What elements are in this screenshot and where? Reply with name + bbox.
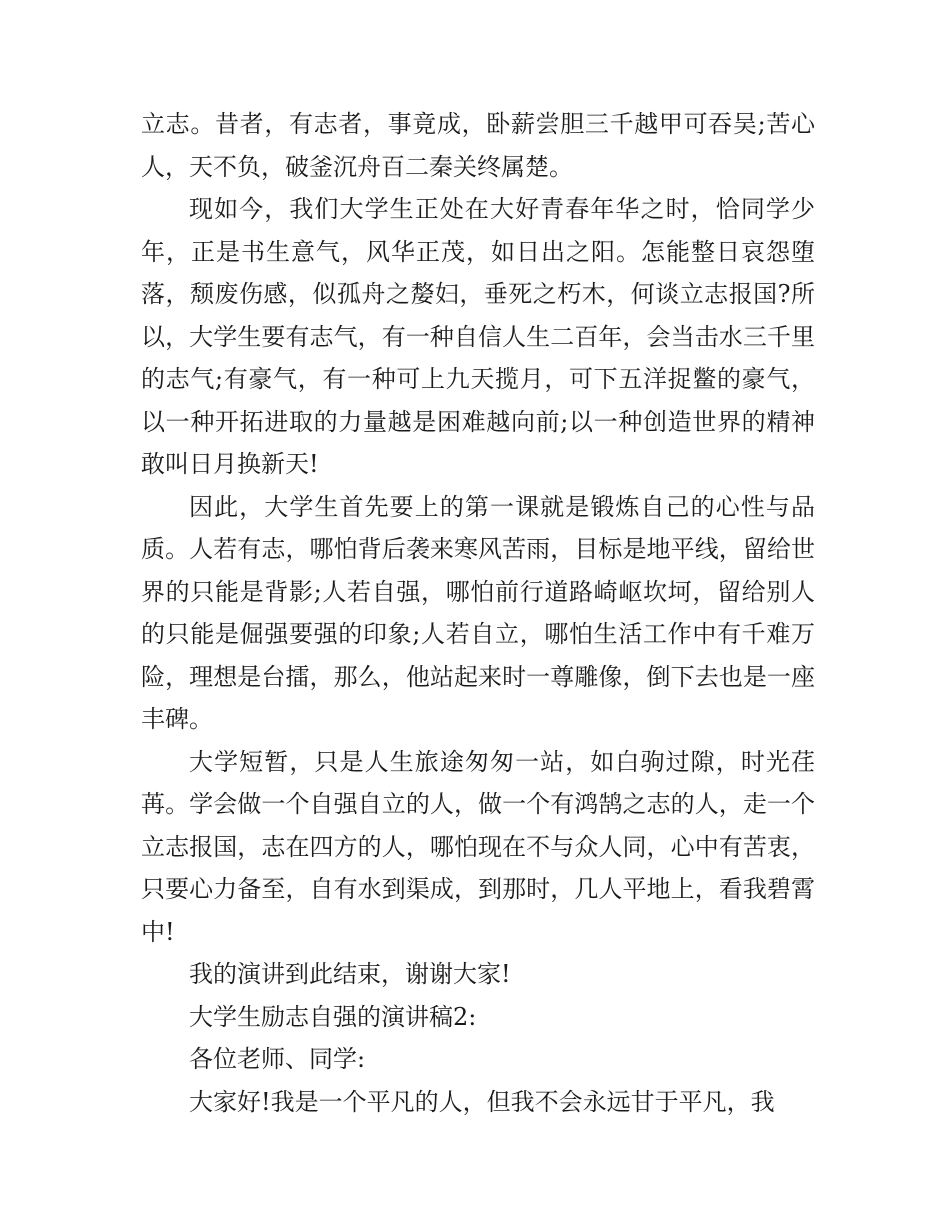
paragraph-youth-ambition: 现如今，我们大学生正处在大好青春年华之时，恰同学少年，正是书生意气，风华正茂，如日出之阳。怎能整日哀怨堕落，颓废伤感，似孤舟之嫠妇，垂死之朽木，何谈立志报国?所以，大学生要有志气，有一种自信人生二百年，会当击水三千里的志气;有豪气，有一种可上九天揽月，可下五洋捉鳖的豪气，以一种开拓进取的力量越是困难越向前;以一种创造世界的精神敢叫日月换新天!: [141, 195, 815, 478]
paragraph-closing: 我的演讲到此结束，谢谢大家!: [189, 960, 511, 988]
document-body: [141, 103, 815, 1123]
paragraph-continuation: 立志。昔者，有志者，事竟成，卧薪尝胆三千越甲可吞吴;苦心人，天不负，破釜沉舟百二秦关终属楚。: [141, 110, 815, 181]
paragraph-university-brief: 大学短暂，只是人生旅途匆匆一站，如白驹过隙，时光荏苒。学会做一个自强自立的人，做一个有鸿鹄之志的人，走一个立志报国，志在四方的人，哪怕现在不与众人同，心中有苦衷，只要心力备至，自有水到渠成，到那时，几人平地上，看我碧霄中!: [141, 747, 815, 946]
speech-2-title: 大学生励志自强的演讲稿2:: [189, 1002, 477, 1031]
speech-2-salutation: 各位老师、同学:: [189, 1045, 366, 1073]
speech-2-opening: 大家好!我是一个平凡的人，但我不会永远甘于平凡，我: [189, 1087, 775, 1116]
paragraph-character-training: 因此，大学生首先要上的第一课就是锻炼自己的心性与品质。人若有志，哪怕背后袭来寒风苦雨，目标是地平线，留给世界的只能是背影;人若自强，哪怕前行道路崎岖坎坷，留给别人的只能是倔强要强的印象;人若自立，哪怕生活工作中有千难万险，理想是台擂，那么，他站起来时一尊雕像，倒下去也是一座丰碑。: [141, 492, 815, 733]
